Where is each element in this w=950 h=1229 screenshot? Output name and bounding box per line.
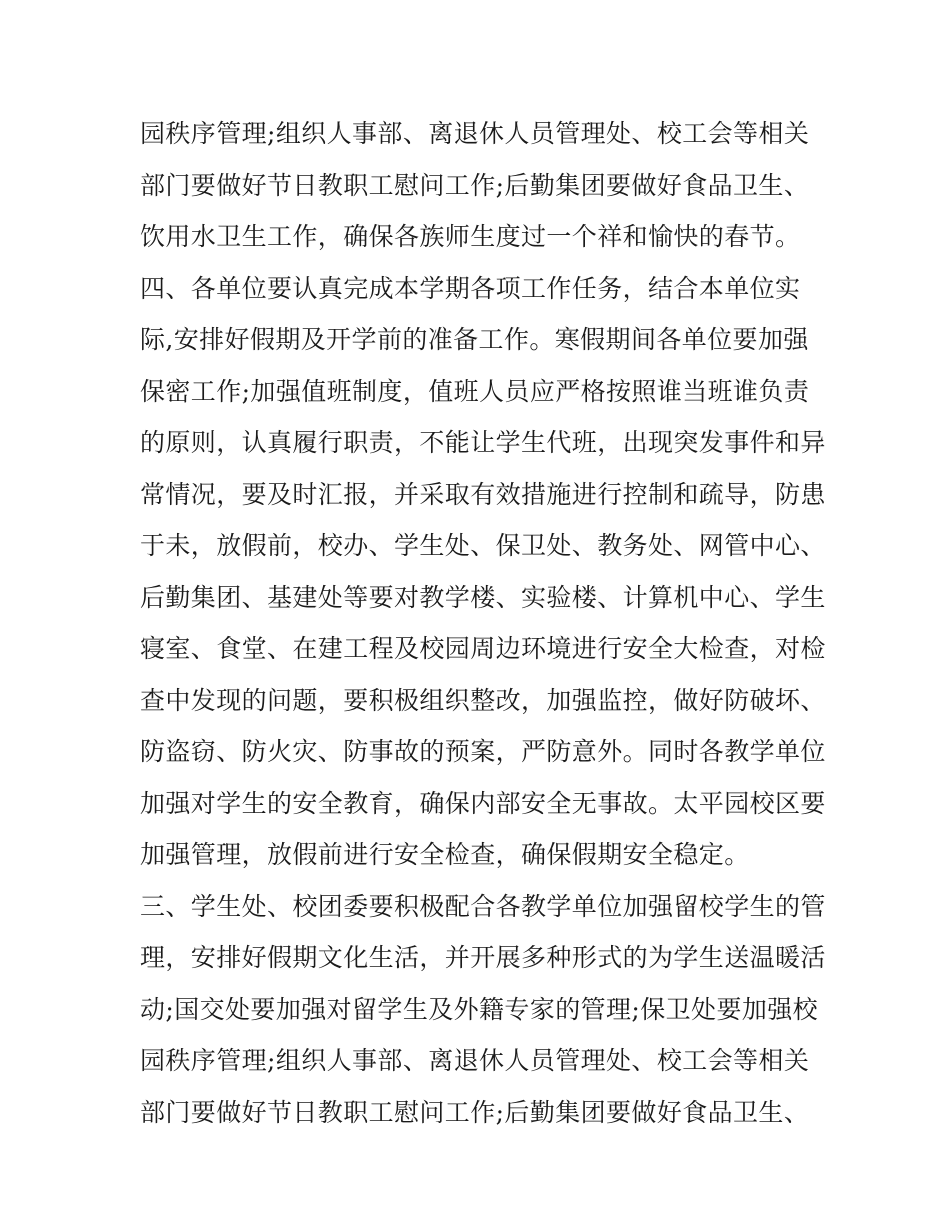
text-line: 查中发现的问题，要积极组织整改，加强监控，做好防破坏、 bbox=[140, 685, 826, 715]
text-line: 部门要做好节日教职工慰问工作;后勤集团要做好食品卫生、 bbox=[140, 170, 810, 200]
text-line: 园秩序管理;组织人事部、离退休人员管理处、校工会等相关 bbox=[140, 1046, 810, 1075]
text-line: 常情况，要及时汇报，并采取有效措施进行控制和疏导，防患 bbox=[140, 479, 826, 509]
text-line: 加强对学生的安全教育，确保内部安全无事故。太平园校区要 bbox=[140, 788, 826, 818]
text-line: 部门要做好节日教职工慰问工作;后勤集团要做好食品卫生、 bbox=[140, 1097, 810, 1127]
text-line: 后勤集团、基建处等要对教学楼、实验楼、计算机中心、学生 bbox=[140, 582, 826, 612]
text-line: 三、学生处、校团委要积极配合各教学单位加强留校学生的管 bbox=[140, 891, 826, 921]
text-line: 际,安排好假期及开学前的准备工作。寒假期间各单位要加强 bbox=[140, 325, 809, 354]
text-line: 加强管理，放假前进行安全检查，确保假期安全稳定。 bbox=[140, 840, 750, 869]
text-line: 的原则，认真履行职责，不能让学生代班，出现突发事件和异 bbox=[140, 428, 826, 457]
text-line: 动;国交处要加强对留学生及外籍专家的管理;保卫处要加强校 bbox=[140, 994, 819, 1024]
text-line: 于未，放假前，校办、学生处、保卫处、教务处、网管中心、 bbox=[140, 531, 826, 560]
text-line: 四、各单位要认真完成本学期各项工作任务，结合本单位实 bbox=[140, 273, 801, 303]
text-line: 饮用水卫生工作，确保各族师生度过一个祥和愉快的春节。 bbox=[140, 222, 801, 251]
text-line: 寝室、食堂、在建工程及校园周边环境进行安全大检查，对检 bbox=[140, 634, 826, 663]
text-line: 园秩序管理;组织人事部、离退休人员管理处、校工会等相关 bbox=[140, 119, 810, 148]
text-line: 防盗窃、防火灾、防事故的预案，严防意外。同时各教学单位 bbox=[140, 737, 826, 766]
text-line: 保密工作;加强值班制度，值班人员应严格按照谁当班谁负责 bbox=[140, 376, 810, 406]
body-text bbox=[140, 108, 830, 1138]
text-line: 理，安排好假期文化生活，并开展多种形式的为学生送温暖活 bbox=[140, 943, 826, 972]
